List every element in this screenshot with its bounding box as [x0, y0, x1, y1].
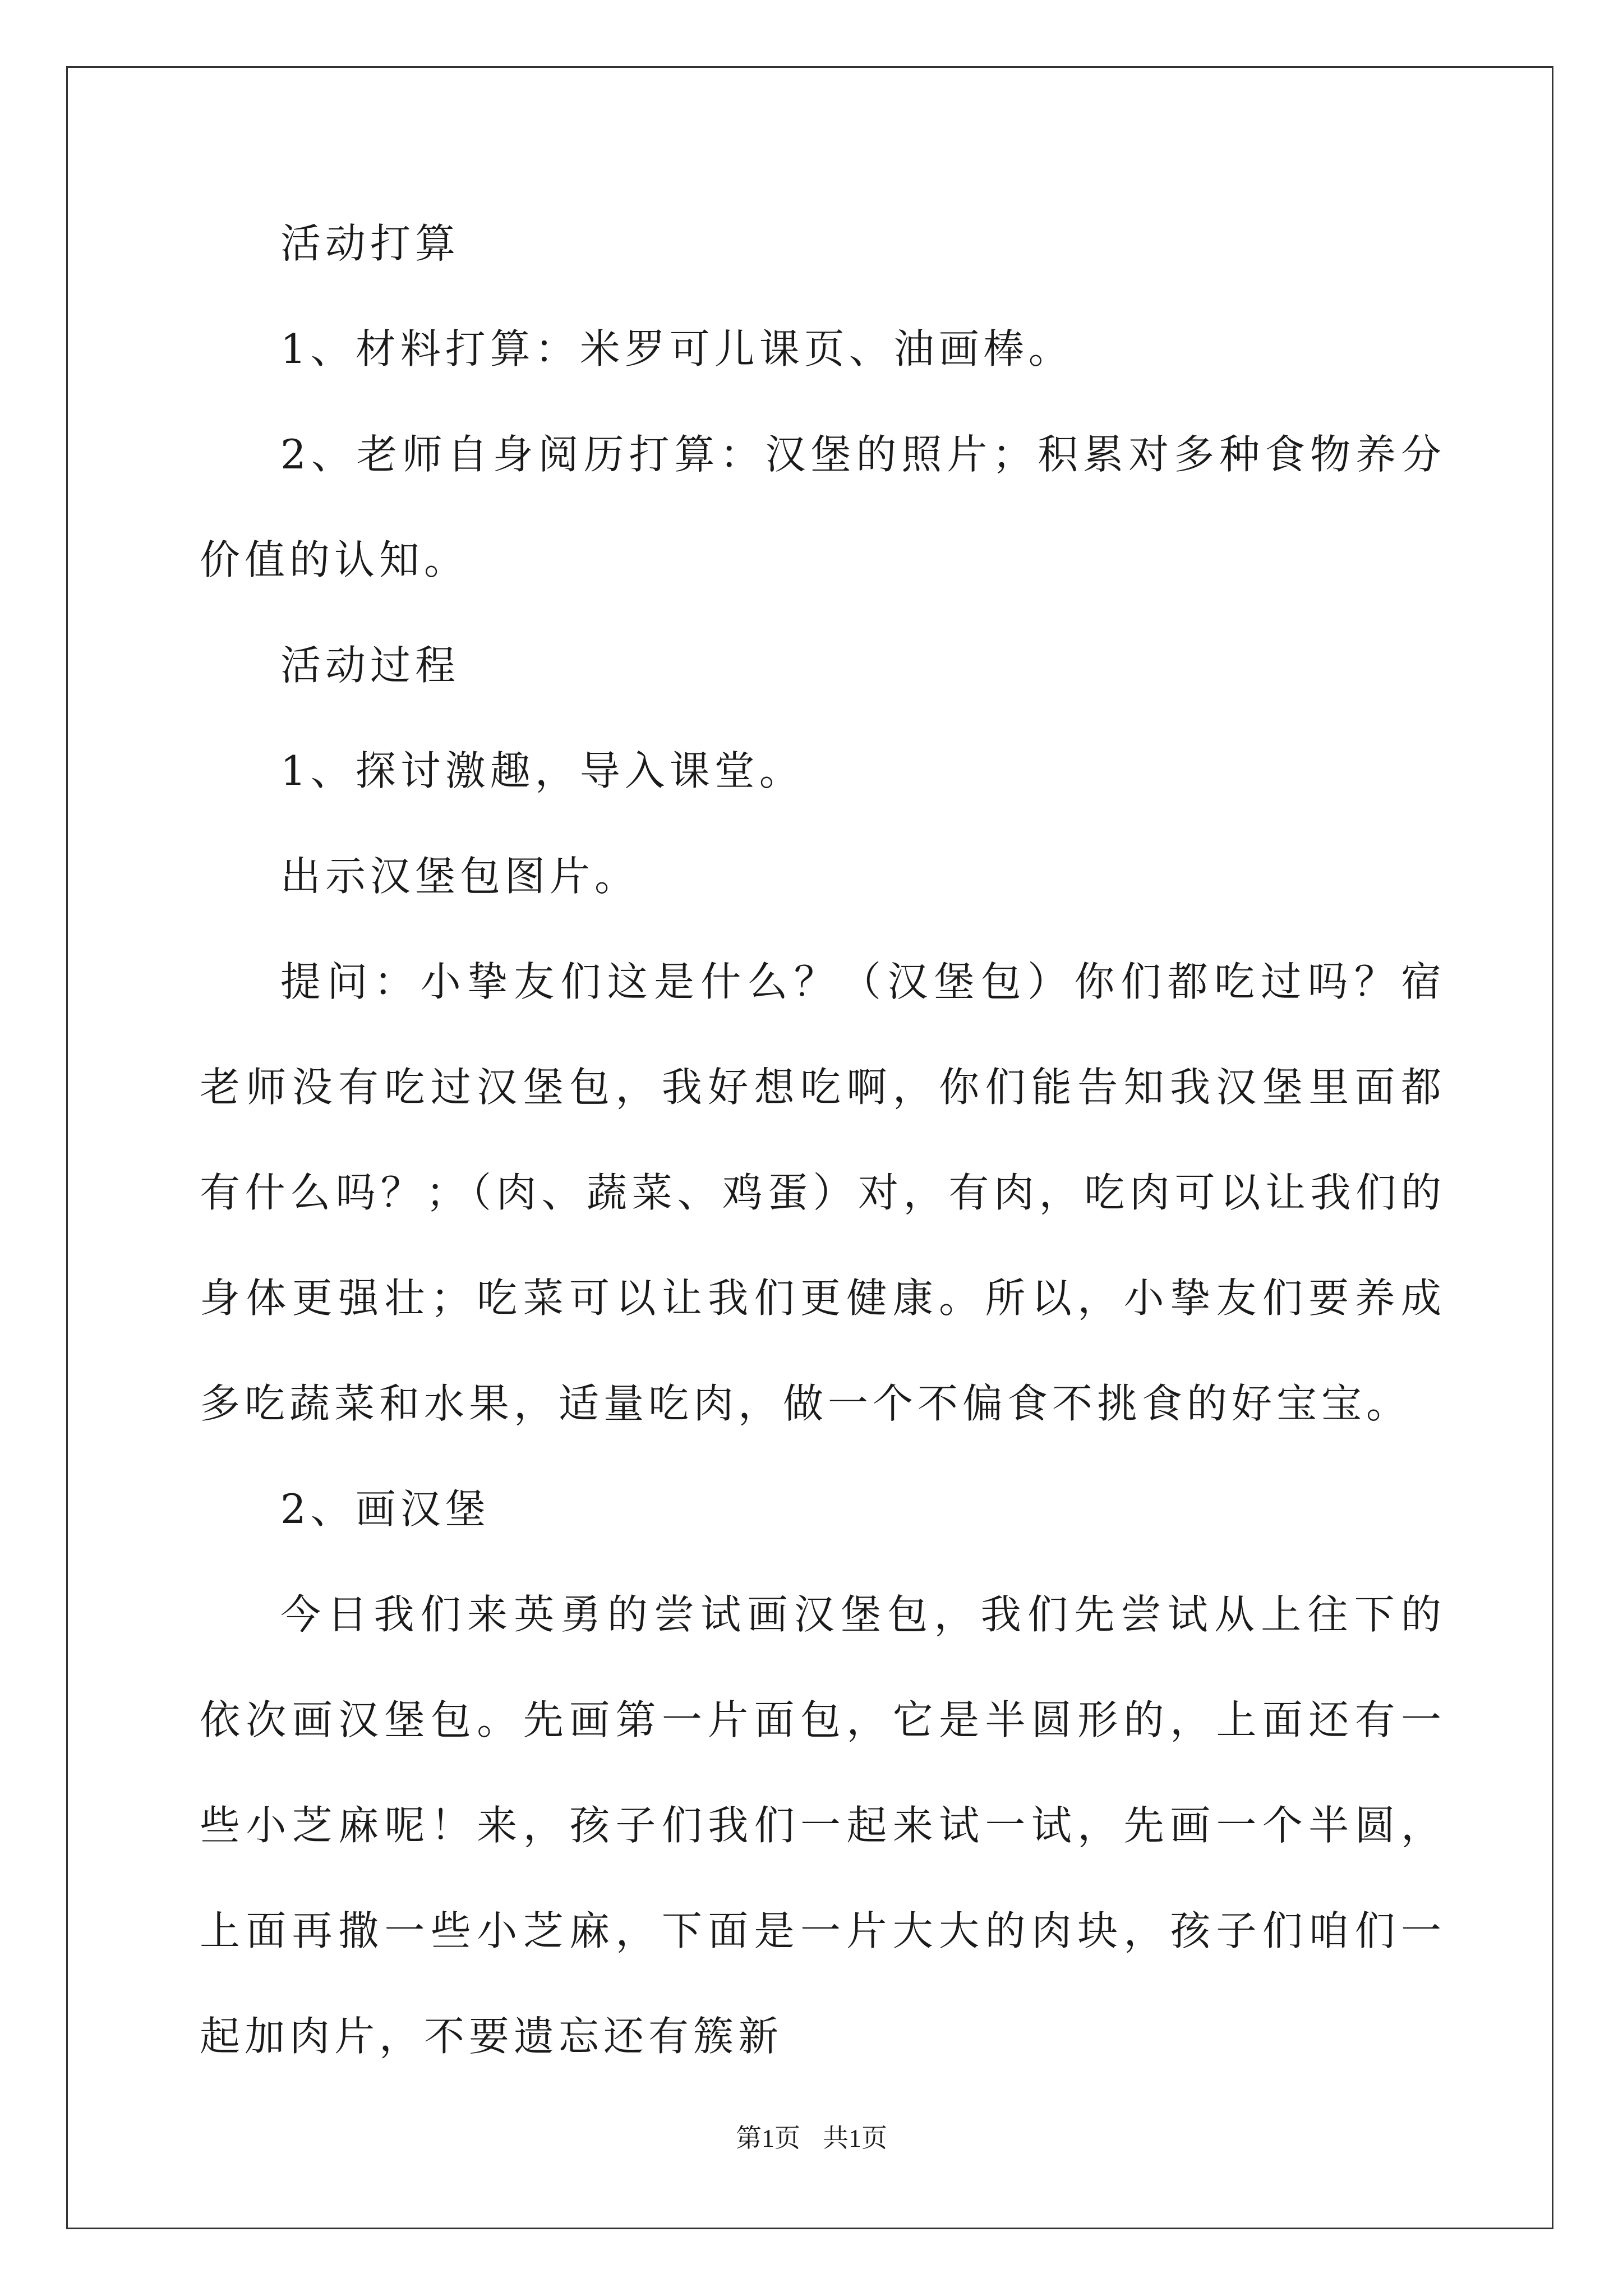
paragraph-teacher-experience: 2、老师自身阅历打算：汉堡的照片；积累对多种食物养分价值的认知。	[200, 431, 1446, 583]
paragraph-discussion: 1、探讨激趣，导入课堂。	[280, 747, 804, 794]
paragraph-drawing-steps: 今日我们来英勇的尝试画汉堡包，我们先尝试从上往下的依次画汉堡包。先画第一片面包，它是半圆形的，上面还有一些小芝麻呢！来，孩子们我们一起来试一试，先画一个半圆，上面再撒一些小芝麻，下面是一片大大的肉块，孩子们咱们一起加肉片，不要遗忘还有簇新	[200, 1591, 1446, 2060]
paragraph-heading-draw: 2、画汉堡	[280, 1485, 490, 1533]
paragraph-materials: 1、材料打算：米罗可儿课页、油画棒。	[280, 325, 1073, 372]
page-footer	[0, 2122, 1623, 2155]
page-number: 第1页	[736, 2124, 800, 2152]
paragraph-heading-preparation: 活动打算	[280, 220, 460, 267]
paragraph-heading-process: 活动过程	[280, 642, 460, 689]
paragraph-show-picture: 出示汉堡包图片。	[280, 853, 640, 900]
page-total: 共1页	[823, 2124, 887, 2152]
document-body	[200, 191, 1446, 2089]
paragraph-questions: 提问：小挚友们这是什么？（汉堡包）你们都吃过吗？宿老师没有吃过汉堡包，我好想吃啊，你们能告知我汉堡里面都有什么吗？；（肉、蔬菜、鸡蛋）对，有肉，吃肉可以让我们的身体更强壮；吃菜可以让我们更健康。所以，小挚友们要养成多吃蔬菜和水果，适量吃肉，做一个不偏食不挑食的好宝宝。	[200, 958, 1446, 1427]
